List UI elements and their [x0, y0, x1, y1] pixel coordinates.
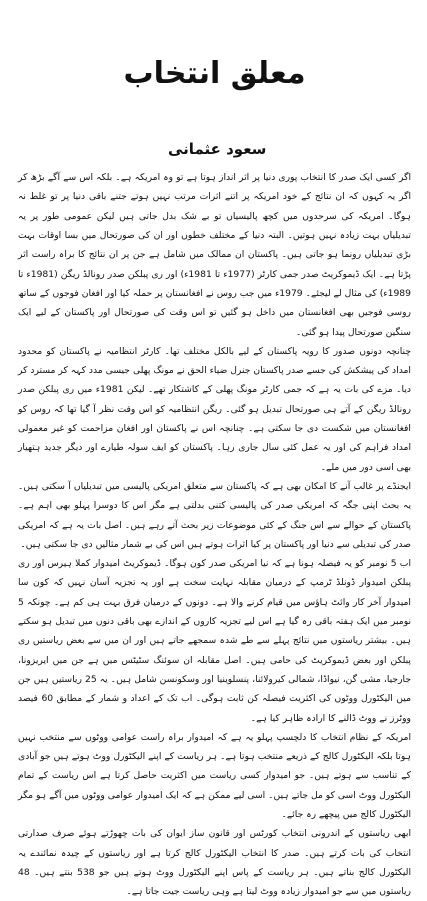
byline — [18, 139, 411, 158]
author-name: سعود عثمانی — [168, 140, 267, 159]
article-title: معلق انتخاب — [123, 56, 306, 92]
paragraph: ایجنڈے پر غالب آنے کا امکان بھی ہے کہ پاکستان سے متعلق امریکی پالیسی میں تبدیلیاں آ سکتی ہیں۔ یہ بحث اپنی جگہ کہ امریکی صدر کی پالیسی کتنی بدلتی ہے مگر اس کا دوسرا پہلو بھی اہم ہے۔ پاکستان کے حوالے سے اس جنگ کے کئی موضوعات زیر بحث آتے رہے ہیں۔ اصل بات یہ ہے کہ امریکی صدر کی تبدیلی سے دنیا اور پاکستان پر کیا اثرات ہوتے ہیں اس کی بے شمار مثالیں دی جا سکتی ہیں۔ — [18, 480, 411, 550]
paragraph: امریکہ کے نظام انتخاب کا دلچسپ پہلو یہ ہے کہ امیدوار براہ راست عوامی ووٹوں سے منتخب نہیں ہوتا بلکہ الیکٹورل کالج کے ذریعے منتخب ہوتا ہے۔ ہر ریاست کے اپنے الیکٹورل ووٹ ہوتے ہیں جو آبادی کے تناسب سے ہوتے ہیں۔ جو امیدوار کسی ریاست میں اکثریت حاصل کرتا ہے اس ریاست کے تمام الیکٹورل ووٹ اسی کو مل جاتے ہیں۔ اسی لیے ممکن ہے کہ ایک امیدوار عوامی ووٹوں میں آگے ہو مگر الیکٹورل کالج میں پیچھے رہ جائے۔ — [18, 731, 411, 820]
paragraph: چنانچہ دونوں صدور کا رویہ پاکستان کے لیے بالکل مختلف تھا۔ کارٹر انتظامیہ نے پاکستان کو محدود امداد کی پیشکش کی جسے صدر پاکستان جنرل ضیاء الحق نے مونگ پھلی جیسی مدد کہہ کر مسترد کر دیا۔ مزے کی بات یہ ہے کہ جمی کارٹر مونگ پھلی کے کاشتکار تھے۔ لیکن 1981ء میں ری پبلکن صدر رونالڈ ریگن کے آتے ہی صورتحال تبدیل ہو گئی۔ ریگن انتظامیہ کو اس وقت نظر آ گیا تھا کہ روس کو افغانستان میں شکست دی جا سکتی ہے۔ چنانچہ اس نے پاکستان اور افغان مزاحمت کو غیر معمولی امداد فراہم کی اور یہ عمل کئی سال جاری رہا۔ پاکستان کو ایف سولہ طیارے اور دیگر جدید ہتھیار بھی اسی دور میں ملے۔ — [18, 345, 411, 473]
paragraph: ابھی ریاستوں کے اندرونی انتخاب کورٹس اور قانون ساز ایوان کی بات چھوڑتے ہوئے صرف صدارتی انتخاب کی بات کرتے ہیں۔ صدر کا انتخاب الیکٹورل کالج کرتا ہے اور ریاستوں کے چیدہ نمائندے یہ الیکٹورل کالج بناتے ہیں۔ ہر ریاست کے پاس اپنے الیکٹورل ووٹ ہوتے ہیں جو 538 بنتے ہیں۔ 48 ریاستوں میں سے جو امیدوار زیادہ ووٹ لیتا ہے وہی ریاست جیت جاتا ہے۔ — [18, 828, 411, 898]
article-body — [18, 168, 411, 901]
title-block — [18, 36, 411, 111]
paragraph: اگر کسی ایک صدر کا انتخاب پوری دنیا پر اثر انداز ہوتا ہے تو وہ امریکہ ہے۔ بلکہ اس سے آگے بڑھ کر اگر یہ کہوں کہ ان نتائج کے خود امریکہ پر اتنے اثرات مرتب نہیں ہوتے جتنے باقی دنیا پر تو غلط نہ ہوگا۔ امریکہ کی سرحدوں میں کچھ پالیسیاں تو بے شک بدل جاتی ہیں لیکن عمومی طور پر یہ تبدیلیاں بہت زیادہ نہیں ہوتیں۔ البتہ دنیا کے مختلف خطوں اور ان کی صورتحال میں بسا اوقات بہت بڑی تبدیلیاں رونما ہو جاتی ہیں۔ پاکستان ان ممالک میں شامل ہے جن پر ان نتائج کا براہ راست اثر پڑتا ہے۔ ایک ڈیموکریٹ صدر جمی کارٹر (1977ء تا 1981ء) اور ری پبلکن صدر رونالڈ ریگن (1981ء تا 1989ء) کی مثال لے لیجئے۔ 1979ء میں جب روس نے افغانستان پر حملہ کیا اور افغان فوجوں کے ساتھ روسی فوجیں بھی افغانستان میں داخل ہو گئیں تو اس وقت کی صورتحال اور پاکستان کے لیے ایک سنگین صورتحال پیدا ہو گئی۔ — [18, 172, 411, 338]
paragraph: اب 5 نومبر کو یہ فیصلہ ہونا ہے کہ نیا امریکی صدر کون ہوگا۔ ڈیموکریٹ امیدوار کملا ہیرس اور ری پبلکن امیدوار ڈونلڈ ٹرمپ کے درمیان مقابلہ نہایت سخت ہے اور یہ تجزیہ آسان نہیں کہ کون سا امیدوار آخر کار وائٹ ہاؤس میں قیام کرنے والا ہے۔ دونوں کے درمیان فرق بہت ہی کم ہے۔ چونکہ 5 نومبر میں ایک ہفتہ باقی رہ گیا ہے اس لیے تجزیہ کاروں کے اندازے بھی باقی دنوں میں تبدیل ہو سکتے ہیں۔ بیشتر ریاستوں میں نتائج پہلے سے طے شدہ سمجھے جاتے ہیں اور ان میں سے بعض ریاستیں ری پبلکن اور بعض ڈیموکریٹ کی حامی ہیں۔ اصل مقابلہ ان سوئنگ سٹیٹس میں ہے جن میں ایریزونا، جارجیا، مشی گن، نیواڈا، شمالی کیرولائنا، پنسلوینیا اور وسکونسن شامل ہیں۔ یہ 25 ریاستیں ہیں جن میں الیکٹورل ووٹوں کی اکثریت فیصلہ کن ثابت ہوگی۔ اب تک کے اعداد و شمار کے مطابق 60 فیصد ووٹرز نے ووٹ ڈالنے کا ارادہ ظاہر کیا ہے۔ — [18, 558, 412, 724]
